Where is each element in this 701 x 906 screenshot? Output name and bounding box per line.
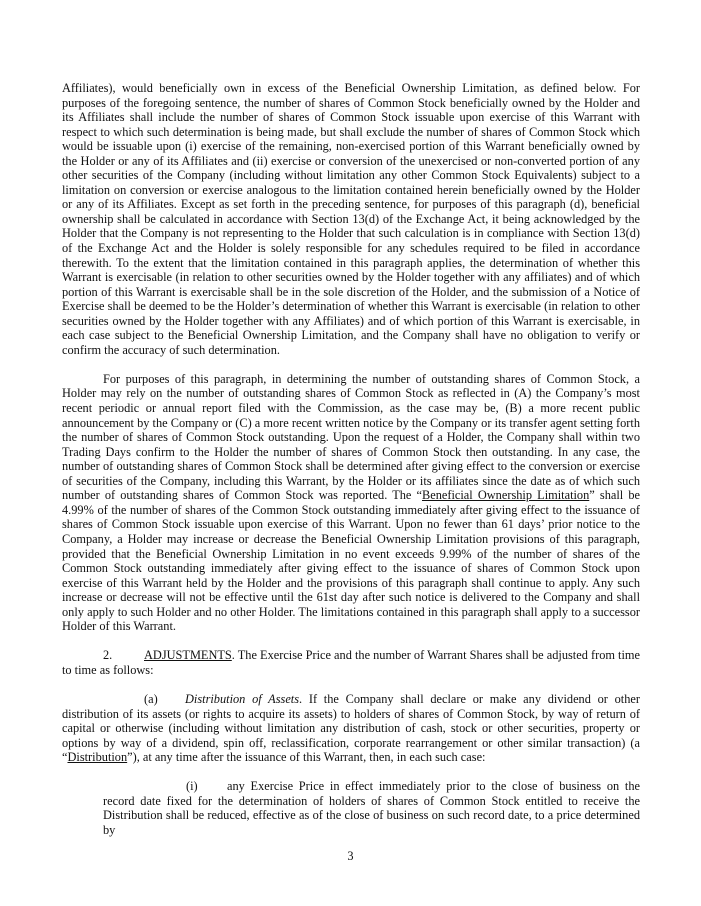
section-2a-i-exercise-price-reduction (103, 779, 640, 837)
clause-label: (i) (186, 779, 198, 794)
section-2-adjustments (62, 648, 640, 677)
defined-term-beneficial-ownership-limitation: Beneficial Ownership Limitation (422, 488, 590, 503)
section-text: . The Exercise Price and the number of Warrant Shares shall be adjusted from time to time as follows: (62, 648, 640, 677)
section-number: 2. (103, 648, 113, 663)
paragraph-text: Affiliates), would beneficially own in excess of the Beneficial Ownership Limitation, as defined below. For purposes of the foregoing sentence, the number of shares of Common Stock beneficially owned by the Holder and its Affiliates shall include the number of shares of Common Stock issuable upon exercise of this Warrant with respect to which such determination is being made, but shall exclude the number of shares of Common Stock which would be issuable upon (i) exercise of the remaining, non-exercised portion of this Warrant beneficially owned by the Holder or any of its Affiliates and (ii) exercise or conversion of the unexercised or non-converted portion of any other securities of the Company (including without limitation any other Common Stock Equivalents) subject to a limitation on conversion or exercise analogous to the limitation contained herein beneficially owned by the Holder or any of its Affiliates. Except as set forth in the preceding sentence, for purposes of this paragraph (d), beneficial ownership shall be calculated in accordance with Section 13(d) of the Exchange Act, it being acknowledged by the Holder that the Company is not representing to the Holder that such calculation is in compliance with Section 13(d) of the Exchange Act and the Holder is solely responsible for any schedules required to be filed in accordance therewith. To the extent that the limitation contained in this paragraph applies, the determination of whether this Warrant is exercisable (in relation to other securities owned by the Holder together with any affiliates) and of which portion of this Warrant is exercisable shall be in the sole discretion of the Holder, and the submission of a Notice of Exercise shall be deemed to be the Holder’s determination of whether this Warrant is exercisable (in relation to other securities owned by the Holder together with any Affiliates) and of which portion of this Warrant is exercisable, in each case subject to the Beneficial Ownership Limitation, and the Company shall have no obligation to verify or confirm the accuracy of such determination. (62, 81, 640, 357)
defined-term-distribution: Distribution (67, 750, 128, 765)
subsection-text: ”), at any time after the issuance of this Warrant, then, in each such case: (127, 750, 486, 765)
paragraph-text: ” shall be 4.99% of the number of shares of the Common Stock outstanding immediately after giving effect to the issuance of shares of Common Stock issuable upon exercise of this Warrant. Upon no fewer than 61 days’ prior notice to the Company, a Holder may increase or decrease the Beneficial Ownership Limitation provisions of this paragraph, provided that the Beneficial Ownership Limitation in no event exceeds 9.99% of the number of shares of the Common Stock outstanding immediately after giving effect to the issuance of shares of Common Stock upon exercise of this Warrant held by the Holder and the provisions of this paragraph shall continue to apply. Any such increase or decrease will not be effective until the 61st day after such notice is delivered to the Company and shall only apply to such Holder and no other Holder. The limitations contained in this paragraph shall apply to a successor Holder of this Warrant. (62, 488, 640, 634)
page-number: 3 (347, 849, 354, 863)
document-body (62, 81, 640, 852)
section-heading: ADJUSTMENTS (144, 648, 232, 663)
clause-text: any Exercise Price in effect immediately prior to the close of business on the record date fixed for the determination of holders of shares of Common Stock entitled to receive the Distribution shall be reduced, effective as of the close of business on such record date, to a price determined by (103, 779, 640, 837)
paragraph-text: For purposes of this paragraph, in determining the number of outstanding shares of Common Stock, a Holder may rely on the number of outstanding shares of Common Stock as reflected in (A) the Company’s most recent periodic or annual report filed with the Commission, as the case may be, (B) a more recent public announcement by the Company or (C) a more recent written notice by the Company or its transfer agent setting forth the number of shares of Common Stock outstanding. Upon the request of a Holder, the Company shall within two Trading Days confirm to the Holder the number of shares of Common Stock then outstanding. In any case, the number of outstanding shares of Common Stock shall be determined after giving effect to the conversion or exercise of securities of the Company, including this Warrant, by the Holder or its affiliates since the date as of which such number of outstanding shares of Common Stock was reported. The “ (62, 371, 640, 503)
subsection-text: . If the Company shall declare or make any dividend or other distribution of its assets (or rights to acquire its assets) to holders of shares of Common Stock, by way of return of capital or otherwise (including without limitation any distribution of cash, stock or other securities, property or options by way of a dividend, spin off, reclassification, corporate rearrangement or other similar transaction) (a “ (62, 691, 640, 765)
paragraph-beneficial-ownership-calc (62, 81, 640, 357)
paragraph-outstanding-shares (62, 372, 640, 634)
section-2a-distribution-of-assets (62, 692, 640, 765)
subsection-heading: Distribution of Assets (185, 691, 300, 706)
subsection-label: (a) (144, 691, 158, 706)
